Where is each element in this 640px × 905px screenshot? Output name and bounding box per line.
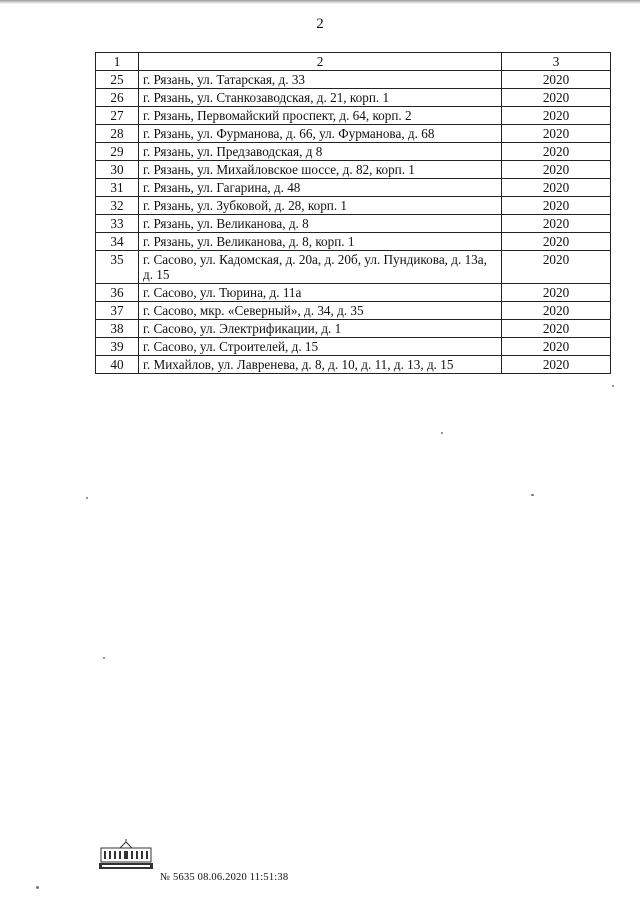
row-year: 2020 [502, 284, 611, 302]
scan-speck [103, 657, 105, 659]
row-number: 35 [96, 251, 139, 284]
row-address: г. Сасово, ул. Электрификации, д. 1 [139, 320, 502, 338]
scan-speck [531, 494, 534, 496]
row-address: г. Рязань, Первомайский проспект, д. 64, корп. 2 [139, 107, 502, 125]
row-number: 31 [96, 179, 139, 197]
row-number: 28 [96, 125, 139, 143]
row-number: 37 [96, 302, 139, 320]
table-row [96, 302, 611, 320]
table-row [96, 338, 611, 356]
government-building-stamp-icon [98, 838, 154, 872]
header-col-year: 3 [502, 53, 611, 71]
row-address: г. Сасово, мкр. «Северный», д. 34, д. 35 [139, 302, 502, 320]
table-row [96, 107, 611, 125]
scan-speck [86, 497, 88, 499]
row-year: 2020 [502, 71, 611, 89]
row-year: 2020 [502, 356, 611, 374]
row-address: г. Рязань, ул. Фурманова, д. 66, ул. Фурманова, д. 68 [139, 125, 502, 143]
row-number: 32 [96, 197, 139, 215]
table-row [96, 197, 611, 215]
row-number: 38 [96, 320, 139, 338]
row-year: 2020 [502, 161, 611, 179]
address-table [95, 52, 611, 374]
row-year: 2020 [502, 233, 611, 251]
table-row [96, 125, 611, 143]
table-row [96, 71, 611, 89]
row-year: 2020 [502, 215, 611, 233]
row-year: 2020 [502, 320, 611, 338]
row-number: 40 [96, 356, 139, 374]
row-address: г. Рязань, ул. Зубковой, д. 28, корп. 1 [139, 197, 502, 215]
table-row [96, 356, 611, 374]
table-row [96, 284, 611, 302]
registration-stamp: № 5635 08.06.2020 11:51:38 [160, 872, 289, 883]
row-year: 2020 [502, 197, 611, 215]
table-row [96, 215, 611, 233]
row-year: 2020 [502, 107, 611, 125]
row-address: г. Рязань, ул. Предзаводская, д 8 [139, 143, 502, 161]
row-year: 2020 [502, 125, 611, 143]
table-row [96, 143, 611, 161]
scan-speck [612, 385, 614, 387]
row-number: 30 [96, 161, 139, 179]
page-number: 2 [316, 16, 324, 32]
row-number: 39 [96, 338, 139, 356]
table-row [96, 161, 611, 179]
table-row [96, 89, 611, 107]
row-year: 2020 [502, 89, 611, 107]
scan-edge [0, 0, 640, 4]
row-year: 2020 [502, 338, 611, 356]
scan-speck [441, 432, 443, 434]
table-row [96, 233, 611, 251]
row-number: 36 [96, 284, 139, 302]
row-address: г. Рязань, ул. Станкозаводская, д. 21, корп. 1 [139, 89, 502, 107]
table-row [96, 179, 611, 197]
header-col-number: 1 [96, 53, 139, 71]
row-address: г. Михайлов, ул. Лавренева, д. 8, д. 10, д. 11, д. 13, д. 15 [139, 356, 502, 374]
table-row [96, 320, 611, 338]
scan-speck [36, 886, 39, 889]
row-address: г. Сасово, ул. Строителей, д. 15 [139, 338, 502, 356]
row-address: г. Рязань, ул. Михайловское шоссе, д. 82, корп. 1 [139, 161, 502, 179]
row-year: 2020 [502, 251, 611, 284]
row-address: г. Сасово, ул. Тюрина, д. 11а [139, 284, 502, 302]
table-body [96, 71, 611, 374]
row-address: г. Рязань, ул. Великанова, д. 8, корп. 1 [139, 233, 502, 251]
table-row [96, 251, 611, 284]
row-year: 2020 [502, 143, 611, 161]
row-address: г. Рязань, ул. Великанова, д. 8 [139, 215, 502, 233]
row-address: г. Рязань, ул. Гагарина, д. 48 [139, 179, 502, 197]
header-col-address: 2 [139, 53, 502, 71]
row-year: 2020 [502, 302, 611, 320]
row-number: 26 [96, 89, 139, 107]
row-number: 25 [96, 71, 139, 89]
row-number: 33 [96, 215, 139, 233]
row-number: 27 [96, 107, 139, 125]
header-row [96, 53, 611, 71]
table-header [96, 53, 611, 71]
row-address: г. Сасово, ул. Кадомская, д. 20а, д. 20б, ул. Пундикова, д. 13а, д. 15 [139, 251, 502, 284]
row-number: 34 [96, 233, 139, 251]
row-year: 2020 [502, 179, 611, 197]
row-address: г. Рязань, ул. Татарская, д. 33 [139, 71, 502, 89]
row-number: 29 [96, 143, 139, 161]
